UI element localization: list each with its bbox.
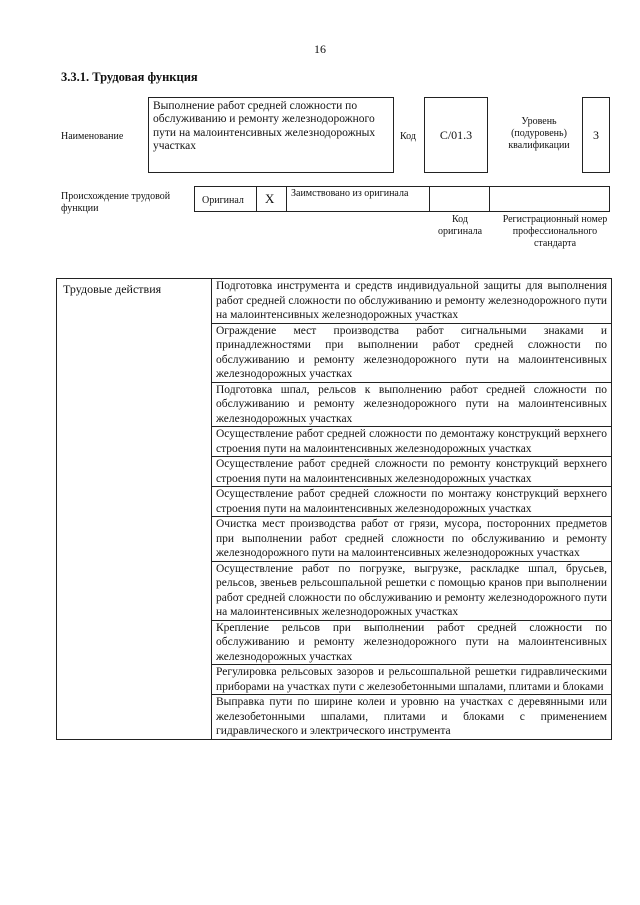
action-cell — [212, 457, 612, 487]
code-original-cell — [430, 187, 490, 211]
borrowed-cell — [287, 187, 430, 211]
action-text: Крепление рельсов при выполнении работ средней сложности по обслуживанию и ремонту железнодорожного пути на малоинтенсивных железнодорожных участках — [216, 621, 607, 663]
table-row — [57, 279, 612, 324]
labor-actions-table — [56, 278, 612, 740]
code-value: С/01.3 — [424, 97, 488, 173]
action-text: Выправка пути по ширине колеи и уровню на участках с деревянными или железобетонными шпалами, плитами и блоками с применением гидравлического и электрического инструмента — [216, 696, 607, 737]
level-label: Уровень (подуровень) квалификации — [508, 116, 570, 151]
original-label: Оригинал — [202, 195, 244, 206]
action-text: Осуществление работ средней сложности по монтажу конструкций верхнего строения пути на малоинтенсивных железнодорожных участках — [216, 488, 607, 515]
borrowed-label: Заимствовано из оригинала — [291, 188, 409, 199]
action-cell — [212, 665, 612, 695]
section-title: 3.3.1. Трудовая функция — [61, 70, 198, 84]
level-value: 3 — [582, 97, 610, 173]
name-label: Наименование — [61, 131, 124, 142]
action-cell — [212, 323, 612, 382]
action-text: Подготовка шпал, рельсов к выполнению работ средней сложности по обслуживанию и ремонту железнодорожного пути на малоинтенсивных железнодорожных участках — [216, 383, 607, 425]
function-name-value: Выполнение работ средней сложности по обслуживанию и ремонту железнодорожного пути на малоинтенсивных железнодорожных участках — [148, 97, 394, 173]
reg-number-cell — [490, 187, 611, 211]
code-original-caption: Код оригинала — [437, 214, 483, 237]
action-text: Ограждение мест производства работ сигнальными знаками и принадлежностями при выполнении работ средней сложности по обслуживанию и ремонту железнодорожного пути на малоинтенсивных железнодорожных участках — [216, 324, 607, 380]
page-number: 16 — [314, 42, 326, 56]
labor-actions-label: Трудовые действия — [57, 279, 212, 740]
code-label: Код — [400, 131, 416, 142]
action-cell — [212, 427, 612, 457]
original-mark-cell — [257, 187, 287, 211]
origin-row — [194, 186, 610, 212]
action-text: Очистка мест производства работ от грязи, мусора, посторонних предметов при выполнении работ средней сложности по обслуживанию и ремонту железнодорожного пути на малоинтенсивных железнодорожных участках — [216, 518, 607, 559]
original-mark: X — [265, 191, 275, 206]
action-cell — [212, 382, 612, 427]
action-text: Осуществление работ средней сложности по демонтажу конструкций верхнего строения пути на малоинтенсивных железнодорожных участках — [216, 428, 607, 455]
original-cell — [195, 187, 257, 211]
action-cell — [212, 620, 612, 665]
action-cell — [212, 517, 612, 562]
action-text: Подготовка инструмента и средств индивидуальной защиты для выполнения работ средней сложности по обслуживанию и ремонту железнодорожного пути на малоинтенсивных железнодорожных участках — [216, 280, 607, 321]
reg-number-caption: Регистрационный номер профессионального стандарта — [502, 214, 608, 249]
action-cell — [212, 279, 612, 324]
action-cell — [212, 487, 612, 517]
action-text: Осуществление работ по погрузке, выгрузке, раскладке шпал, брусьев, рельсов, звеньев рельсошпальной решетки с помощью кранов при выполнении работ средней сложности по обслуживанию и ремонту железнодорожного пути на малоинтенсивных железнодорожных участках — [216, 562, 607, 618]
action-cell — [212, 695, 612, 740]
action-text: Осуществление работ средней сложности по ремонту конструкций верхнего строения пути на малоинтенсивных железнодорожных участках — [216, 458, 607, 485]
action-cell — [212, 561, 612, 620]
action-text: Регулировка рельсовых зазоров и рельсошпальной решетки гидравлическими приборами на участках пути с железобетонными шпалами, плитами и блоками — [216, 666, 607, 693]
origin-label: Происхождение трудовой функции — [61, 191, 171, 214]
